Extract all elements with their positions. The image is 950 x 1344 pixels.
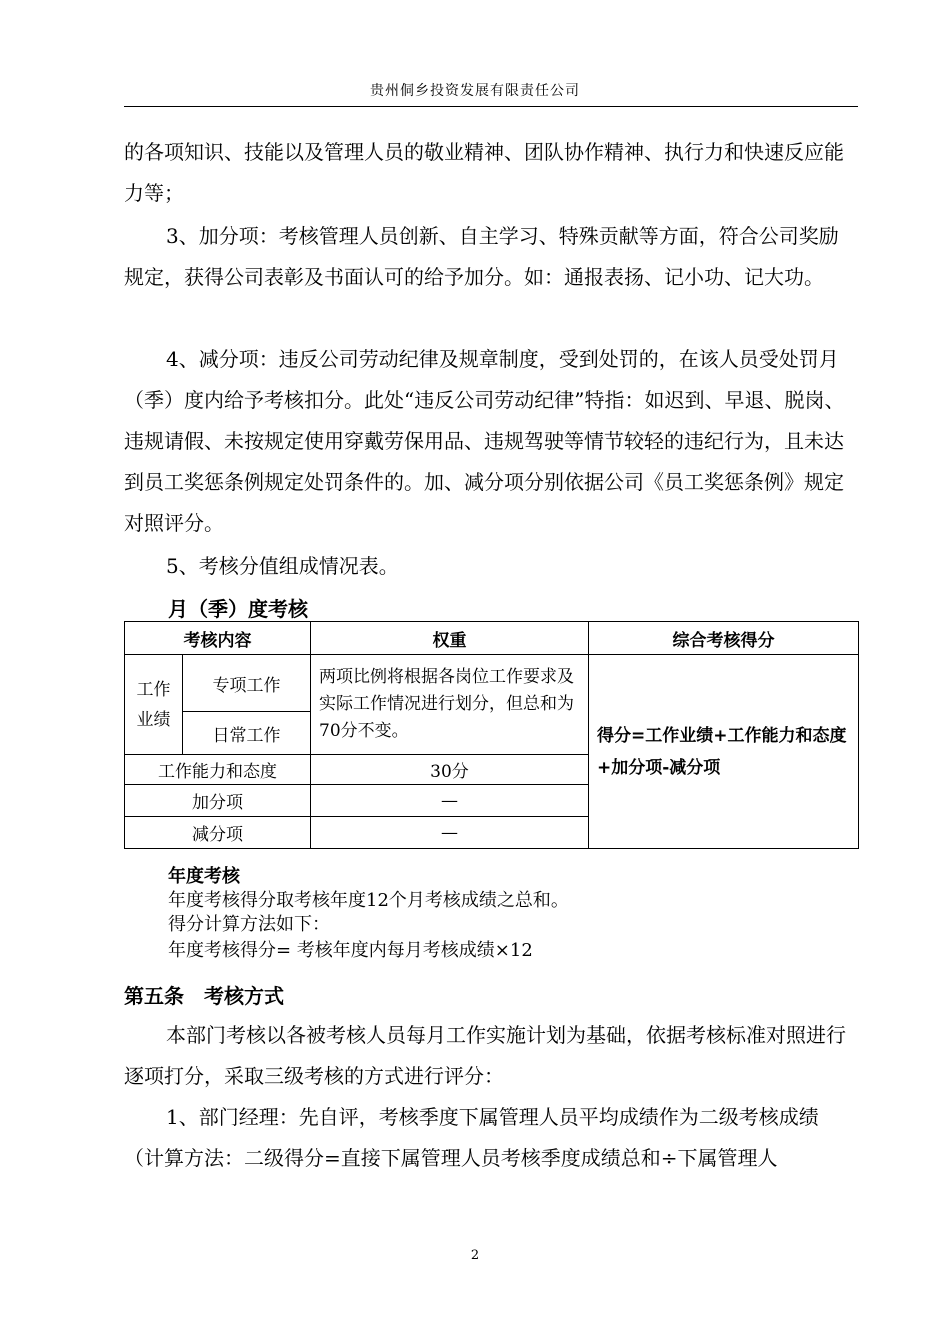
annual-title: 年度考核 bbox=[168, 866, 240, 887]
deduct-label: 减分项 bbox=[125, 817, 311, 849]
table-row bbox=[125, 655, 859, 712]
performance-weight: 两项比例将根据各岗位工作要求及实际工作情况进行划分，但总和为70分不变。 bbox=[311, 655, 589, 755]
paragraph-bonus: 3、加分项：考核管理人员创新、自主学习、特殊贡献等方面，符合公司奖励规定，获得公司表彰及书面认可的给予加分。如：通报表扬、记小功、记大功。 bbox=[124, 224, 839, 289]
bonus-weight: — bbox=[311, 785, 589, 817]
paragraph-continuation: 的各项知识、技能以及管理人员的敬业精神、团队协作精神、执行力和快速反应能力等； bbox=[124, 140, 844, 205]
ability-label: 工作能力和态度 bbox=[125, 755, 311, 785]
header-content: 考核内容 bbox=[125, 622, 311, 655]
page-number: 2 bbox=[470, 1248, 480, 1263]
ability-weight: 30分 bbox=[311, 755, 589, 785]
article-five-heading: 第五条 考核方式 bbox=[124, 984, 284, 1008]
header-score: 综合考核得分 bbox=[589, 622, 859, 655]
paragraph-score-table-intro: 5、考核分值组成情况表。 bbox=[166, 554, 399, 578]
daily-work-label: 日常工作 bbox=[183, 712, 311, 755]
paragraph-deduction: 4、减分项：违反公司劳动纪律及规章制度，受到处罚的，在该人员受处罚月（季）度内给予考核扣分。此处“违反公司劳动纪律”特指：如迟到、早退、脱岗、违规请假、未按规定使用穿戴劳保用品、违规驾驶等情节较轻的违纪行为，且未达到员工奖惩条例规定处罚条件的。加、减分项分别依据公司《员工奖惩条例》规定对照评分。 bbox=[124, 347, 845, 535]
article-five-paragraph-2: 1、部门经理：先自评，考核季度下属管理人员平均成绩作为二级考核成绩（计算方法：二级得分=直接下属管理人员考核季度成绩总和÷下属管理人 bbox=[124, 1105, 819, 1170]
annual-line-1: 年度考核得分取考核年度12个月考核成绩之总和。 bbox=[168, 890, 569, 911]
special-work-label: 专项工作 bbox=[183, 655, 311, 712]
article-five-paragraph-1: 本部门考核以各被考核人员每月工作实施计划为基础，依据考核标准对照进行逐项打分，采取三级考核的方式进行评分： bbox=[124, 1023, 846, 1088]
formula-cell: 得分=工作业绩+工作能力和态度+加分项-减分项 bbox=[589, 655, 859, 849]
table-header-row bbox=[125, 622, 859, 655]
header-rule bbox=[124, 106, 858, 107]
annual-line-2: 得分计算方法如下： bbox=[168, 914, 330, 935]
monthly-title: 月（季）度考核 bbox=[168, 597, 308, 621]
annual-line-3: 年度考核得分= 考核年度内每月考核成绩×12 bbox=[168, 940, 533, 961]
bonus-label: 加分项 bbox=[125, 785, 311, 817]
performance-label: 工作业绩 bbox=[125, 655, 183, 755]
score-table bbox=[124, 621, 859, 849]
header-weight: 权重 bbox=[311, 622, 589, 655]
deduct-weight: — bbox=[311, 817, 589, 849]
page-header: 贵州侗乡投资发展有限责任公司 bbox=[370, 83, 580, 99]
